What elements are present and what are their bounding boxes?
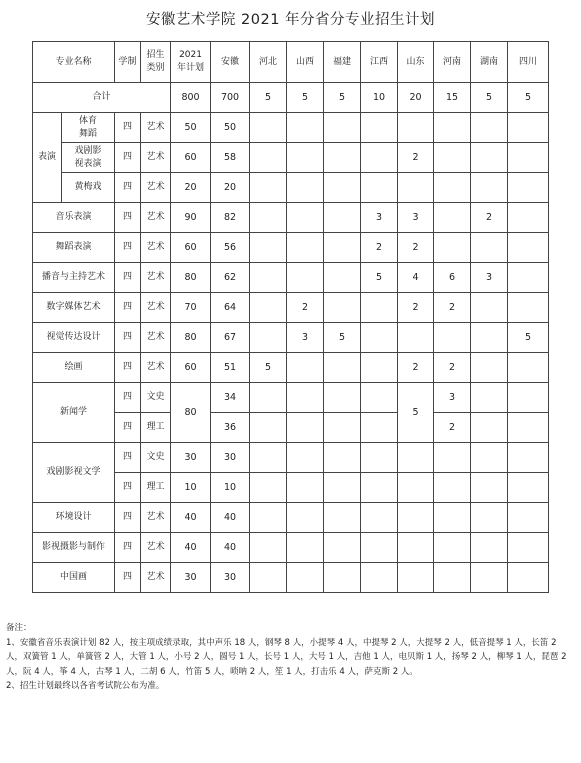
value-cell [287, 443, 324, 473]
table-row [33, 533, 549, 563]
value-cell: 5 [361, 263, 398, 293]
anhui-cell: 30 [211, 443, 250, 473]
value-cell [324, 503, 361, 533]
value-cell [471, 503, 508, 533]
value-cell [434, 533, 471, 563]
value-cell [508, 293, 549, 323]
value-cell: 5 [398, 383, 434, 443]
header-province-henan: 河南 [434, 42, 471, 83]
value-cell [361, 533, 398, 563]
anhui-cell: 20 [211, 173, 250, 203]
value-cell [471, 233, 508, 263]
value-cell [287, 173, 324, 203]
value-cell [287, 503, 324, 533]
value-cell [508, 113, 549, 143]
duration-cell: 四 [115, 443, 141, 473]
header-plan: 2021 年计划 [171, 42, 211, 83]
table-row [33, 353, 549, 383]
value-cell [508, 173, 549, 203]
total-cell: 5 [287, 83, 324, 113]
notes-line-2: 2、招生计划最终以各省考试院公布为准。 [6, 681, 165, 691]
header-major: 专业名称 [33, 42, 115, 83]
value-cell: 6 [434, 263, 471, 293]
category-cell: 文史 [141, 383, 171, 413]
duration-cell: 四 [115, 473, 141, 503]
table-row [33, 233, 549, 263]
value-cell [361, 563, 398, 593]
value-cell [434, 443, 471, 473]
value-cell: 2 [361, 233, 398, 263]
plan-cell: 70 [171, 293, 211, 323]
anhui-cell: 64 [211, 293, 250, 323]
value-cell [324, 383, 361, 413]
notes-heading: 备注： [6, 623, 32, 633]
duration-cell: 四 [115, 173, 141, 203]
value-cell [471, 113, 508, 143]
value-cell [361, 473, 398, 503]
category-cell: 理工 [141, 413, 171, 443]
value-cell [287, 473, 324, 503]
category-cell: 文史 [141, 443, 171, 473]
value-cell: 5 [324, 323, 361, 353]
category-cell: 艺术 [141, 533, 171, 563]
value-cell [471, 383, 508, 413]
major-name: 中国画 [33, 563, 115, 593]
value-cell [434, 113, 471, 143]
value-cell [287, 563, 324, 593]
major-name: 新闻学 [33, 383, 115, 443]
value-cell [287, 143, 324, 173]
value-cell [250, 413, 287, 443]
value-cell [324, 263, 361, 293]
value-cell [287, 353, 324, 383]
table-row [33, 263, 549, 293]
value-cell [471, 473, 508, 503]
value-cell [434, 503, 471, 533]
header-province-hebei: 河北 [250, 42, 287, 83]
plan-cell: 10 [171, 473, 211, 503]
value-cell [250, 293, 287, 323]
value-cell [361, 503, 398, 533]
value-cell: 3 [287, 323, 324, 353]
plan-cell: 90 [171, 203, 211, 233]
value-cell [471, 293, 508, 323]
value-cell: 5 [508, 323, 549, 353]
major-name: 戏剧影 视表演 [62, 143, 115, 173]
value-cell: 3 [398, 203, 434, 233]
value-cell [324, 293, 361, 323]
duration-cell: 四 [115, 563, 141, 593]
enrollment-plan-table [32, 41, 549, 593]
value-cell [508, 443, 549, 473]
value-cell [324, 563, 361, 593]
value-cell [250, 233, 287, 263]
value-cell [508, 203, 549, 233]
value-cell: 2 [434, 353, 471, 383]
duration-cell: 四 [115, 293, 141, 323]
table-row [33, 203, 549, 233]
value-cell: 2 [398, 293, 434, 323]
duration-cell: 四 [115, 143, 141, 173]
plan-cell: 40 [171, 533, 211, 563]
total-cell: 5 [324, 83, 361, 113]
value-cell [324, 473, 361, 503]
category-cell: 艺术 [141, 323, 171, 353]
value-cell: 2 [398, 233, 434, 263]
category-cell: 艺术 [141, 173, 171, 203]
value-cell [324, 113, 361, 143]
header-province-shandong: 山东 [398, 42, 434, 83]
value-cell [361, 293, 398, 323]
value-cell [398, 113, 434, 143]
value-cell [250, 503, 287, 533]
plan-cell: 80 [171, 263, 211, 293]
table-row [33, 503, 549, 533]
value-cell [508, 263, 549, 293]
total-cell: 5 [508, 83, 549, 113]
group-label-performance: 表演 [33, 113, 62, 203]
duration-cell: 四 [115, 353, 141, 383]
plan-cell: 30 [171, 443, 211, 473]
value-cell [434, 323, 471, 353]
value-cell [250, 113, 287, 143]
header-province-anhui: 安徽 [211, 42, 250, 83]
plan-cell: 60 [171, 143, 211, 173]
duration-cell: 四 [115, 533, 141, 563]
total-plan: 800 [171, 83, 211, 113]
value-cell [250, 203, 287, 233]
major-name: 戏剧影视文学 [33, 443, 115, 503]
value-cell [250, 263, 287, 293]
table-row [33, 443, 549, 473]
value-cell: 2 [434, 293, 471, 323]
plan-cell: 40 [171, 503, 211, 533]
value-cell [508, 233, 549, 263]
value-cell [287, 383, 324, 413]
table-row [33, 563, 549, 593]
value-cell [398, 443, 434, 473]
total-cell: 700 [211, 83, 250, 113]
value-cell [434, 563, 471, 593]
value-cell [434, 143, 471, 173]
category-cell: 艺术 [141, 143, 171, 173]
anhui-cell: 51 [211, 353, 250, 383]
value-cell [471, 143, 508, 173]
total-cell: 5 [471, 83, 508, 113]
category-cell: 艺术 [141, 293, 171, 323]
notes-line-1: 1、安徽省音乐表演计划 82 人，按主项成绩录取，其中声乐 18 人，钢琴 8 人，小提琴 4 人，中提琴 2 人，大提琴 2 人，低音提琴 1 人，长笛 2 人，双簧管 1 人，单簧管 2 人，大管 1 人，小号 2 人，圆号 1 人，长号 1 人，大号 1 人，吉他 1 人，电贝斯 1 人，扬琴 2 人，柳琴 1 人，琵琶 2 人，阮 4 人，筝 4 人，古琴 1 人，二胡 6 人，竹笛 5 人，唢呐 2 人，笙 1 人，打击乐 4 人，萨克斯 2 人。 [6, 637, 567, 677]
anhui-cell: 62 [211, 263, 250, 293]
anhui-cell: 40 [211, 533, 250, 563]
value-cell: 4 [398, 263, 434, 293]
value-cell [434, 233, 471, 263]
value-cell: 2 [398, 143, 434, 173]
category-cell: 理工 [141, 473, 171, 503]
value-cell [508, 503, 549, 533]
plan-cell: 50 [171, 113, 211, 143]
major-name: 播音与主持艺术 [33, 263, 115, 293]
total-cell: 20 [398, 83, 434, 113]
value-cell [508, 383, 549, 413]
major-name: 体育 舞蹈 [62, 113, 115, 143]
value-cell [324, 443, 361, 473]
duration-cell: 四 [115, 233, 141, 263]
anhui-cell: 82 [211, 203, 250, 233]
page-title: 安徽艺术学院 2021 年分省分专业招生计划 [145, 12, 436, 28]
value-cell [508, 473, 549, 503]
value-cell [250, 473, 287, 503]
category-cell: 艺术 [141, 233, 171, 263]
anhui-cell: 36 [211, 413, 250, 443]
value-cell [361, 353, 398, 383]
value-cell [250, 323, 287, 353]
value-cell [287, 263, 324, 293]
plan-cell: 30 [171, 563, 211, 593]
value-cell [434, 473, 471, 503]
duration-cell: 四 [115, 323, 141, 353]
total-label: 合计 [33, 83, 171, 113]
header-category: 招生 类别 [141, 42, 171, 83]
major-name: 黄梅戏 [62, 173, 115, 203]
value-cell [361, 413, 398, 443]
duration-cell: 四 [115, 383, 141, 413]
major-name: 舞蹈表演 [33, 233, 115, 263]
plan-cell: 80 [171, 323, 211, 353]
value-cell [324, 353, 361, 383]
value-cell [398, 533, 434, 563]
value-cell: 3 [471, 263, 508, 293]
value-cell [398, 503, 434, 533]
value-cell [250, 533, 287, 563]
plan-cell: 20 [171, 173, 211, 203]
header-duration: 学制 [115, 42, 141, 83]
value-cell [508, 563, 549, 593]
value-cell [250, 143, 287, 173]
table-row [33, 323, 549, 353]
value-cell: 3 [361, 203, 398, 233]
header-province-fujian: 福建 [324, 42, 361, 83]
category-cell: 艺术 [141, 263, 171, 293]
category-cell: 艺术 [141, 503, 171, 533]
anhui-cell: 10 [211, 473, 250, 503]
anhui-cell: 40 [211, 503, 250, 533]
value-cell: 2 [287, 293, 324, 323]
category-cell: 艺术 [141, 203, 171, 233]
duration-cell: 四 [115, 413, 141, 443]
anhui-cell: 50 [211, 113, 250, 143]
value-cell: 3 [434, 383, 471, 413]
total-cell: 15 [434, 83, 471, 113]
value-cell [324, 173, 361, 203]
value-cell [471, 443, 508, 473]
anhui-cell: 34 [211, 383, 250, 413]
value-cell [398, 563, 434, 593]
value-cell [471, 323, 508, 353]
value-cell [287, 533, 324, 563]
category-cell: 艺术 [141, 113, 171, 143]
anhui-cell: 56 [211, 233, 250, 263]
major-name: 视觉传达设计 [33, 323, 115, 353]
value-cell [287, 203, 324, 233]
plan-cell: 60 [171, 353, 211, 383]
value-cell [250, 383, 287, 413]
table-row [33, 293, 549, 323]
duration-cell: 四 [115, 113, 141, 143]
value-cell [508, 143, 549, 173]
value-cell [361, 143, 398, 173]
anhui-cell: 30 [211, 563, 250, 593]
total-cell: 10 [361, 83, 398, 113]
value-cell [324, 233, 361, 263]
value-cell [471, 533, 508, 563]
value-cell [361, 443, 398, 473]
value-cell [398, 323, 434, 353]
value-cell [324, 533, 361, 563]
plan-cell: 80 [171, 383, 211, 443]
major-name: 绘画 [33, 353, 115, 383]
value-cell [250, 563, 287, 593]
anhui-cell: 58 [211, 143, 250, 173]
header-province-hunan: 湖南 [471, 42, 508, 83]
duration-cell: 四 [115, 203, 141, 233]
total-row [33, 83, 549, 113]
value-cell [471, 353, 508, 383]
major-name: 音乐表演 [33, 203, 115, 233]
value-cell [324, 203, 361, 233]
header-province-jiangxi: 江西 [361, 42, 398, 83]
value-cell [250, 443, 287, 473]
value-cell [361, 323, 398, 353]
notes [6, 621, 574, 694]
value-cell [250, 173, 287, 203]
value-cell [471, 413, 508, 443]
category-cell: 艺术 [141, 563, 171, 593]
table-row [33, 113, 549, 143]
total-cell: 5 [250, 83, 287, 113]
table-row [33, 173, 549, 203]
value-cell [361, 173, 398, 203]
value-cell [324, 143, 361, 173]
value-cell [398, 173, 434, 203]
value-cell [471, 563, 508, 593]
value-cell [361, 383, 398, 413]
value-cell [287, 113, 324, 143]
anhui-cell: 67 [211, 323, 250, 353]
plan-cell: 60 [171, 233, 211, 263]
header-province-sichuan: 四川 [508, 42, 549, 83]
value-cell [434, 203, 471, 233]
value-cell [398, 473, 434, 503]
table-header-row [33, 42, 549, 83]
category-cell: 艺术 [141, 353, 171, 383]
value-cell [508, 353, 549, 383]
value-cell [434, 173, 471, 203]
value-cell [287, 413, 324, 443]
value-cell [324, 413, 361, 443]
major-name: 环境设计 [33, 503, 115, 533]
table-row [33, 383, 549, 413]
value-cell [361, 113, 398, 143]
value-cell: 2 [398, 353, 434, 383]
value-cell [508, 533, 549, 563]
value-cell: 2 [434, 413, 471, 443]
value-cell [471, 173, 508, 203]
table-row [33, 143, 549, 173]
value-cell [287, 233, 324, 263]
duration-cell: 四 [115, 503, 141, 533]
value-cell [508, 413, 549, 443]
header-province-shanxi: 山西 [287, 42, 324, 83]
major-name: 影视摄影与制作 [33, 533, 115, 563]
value-cell: 2 [471, 203, 508, 233]
duration-cell: 四 [115, 263, 141, 293]
value-cell: 5 [250, 353, 287, 383]
major-name: 数字媒体艺术 [33, 293, 115, 323]
